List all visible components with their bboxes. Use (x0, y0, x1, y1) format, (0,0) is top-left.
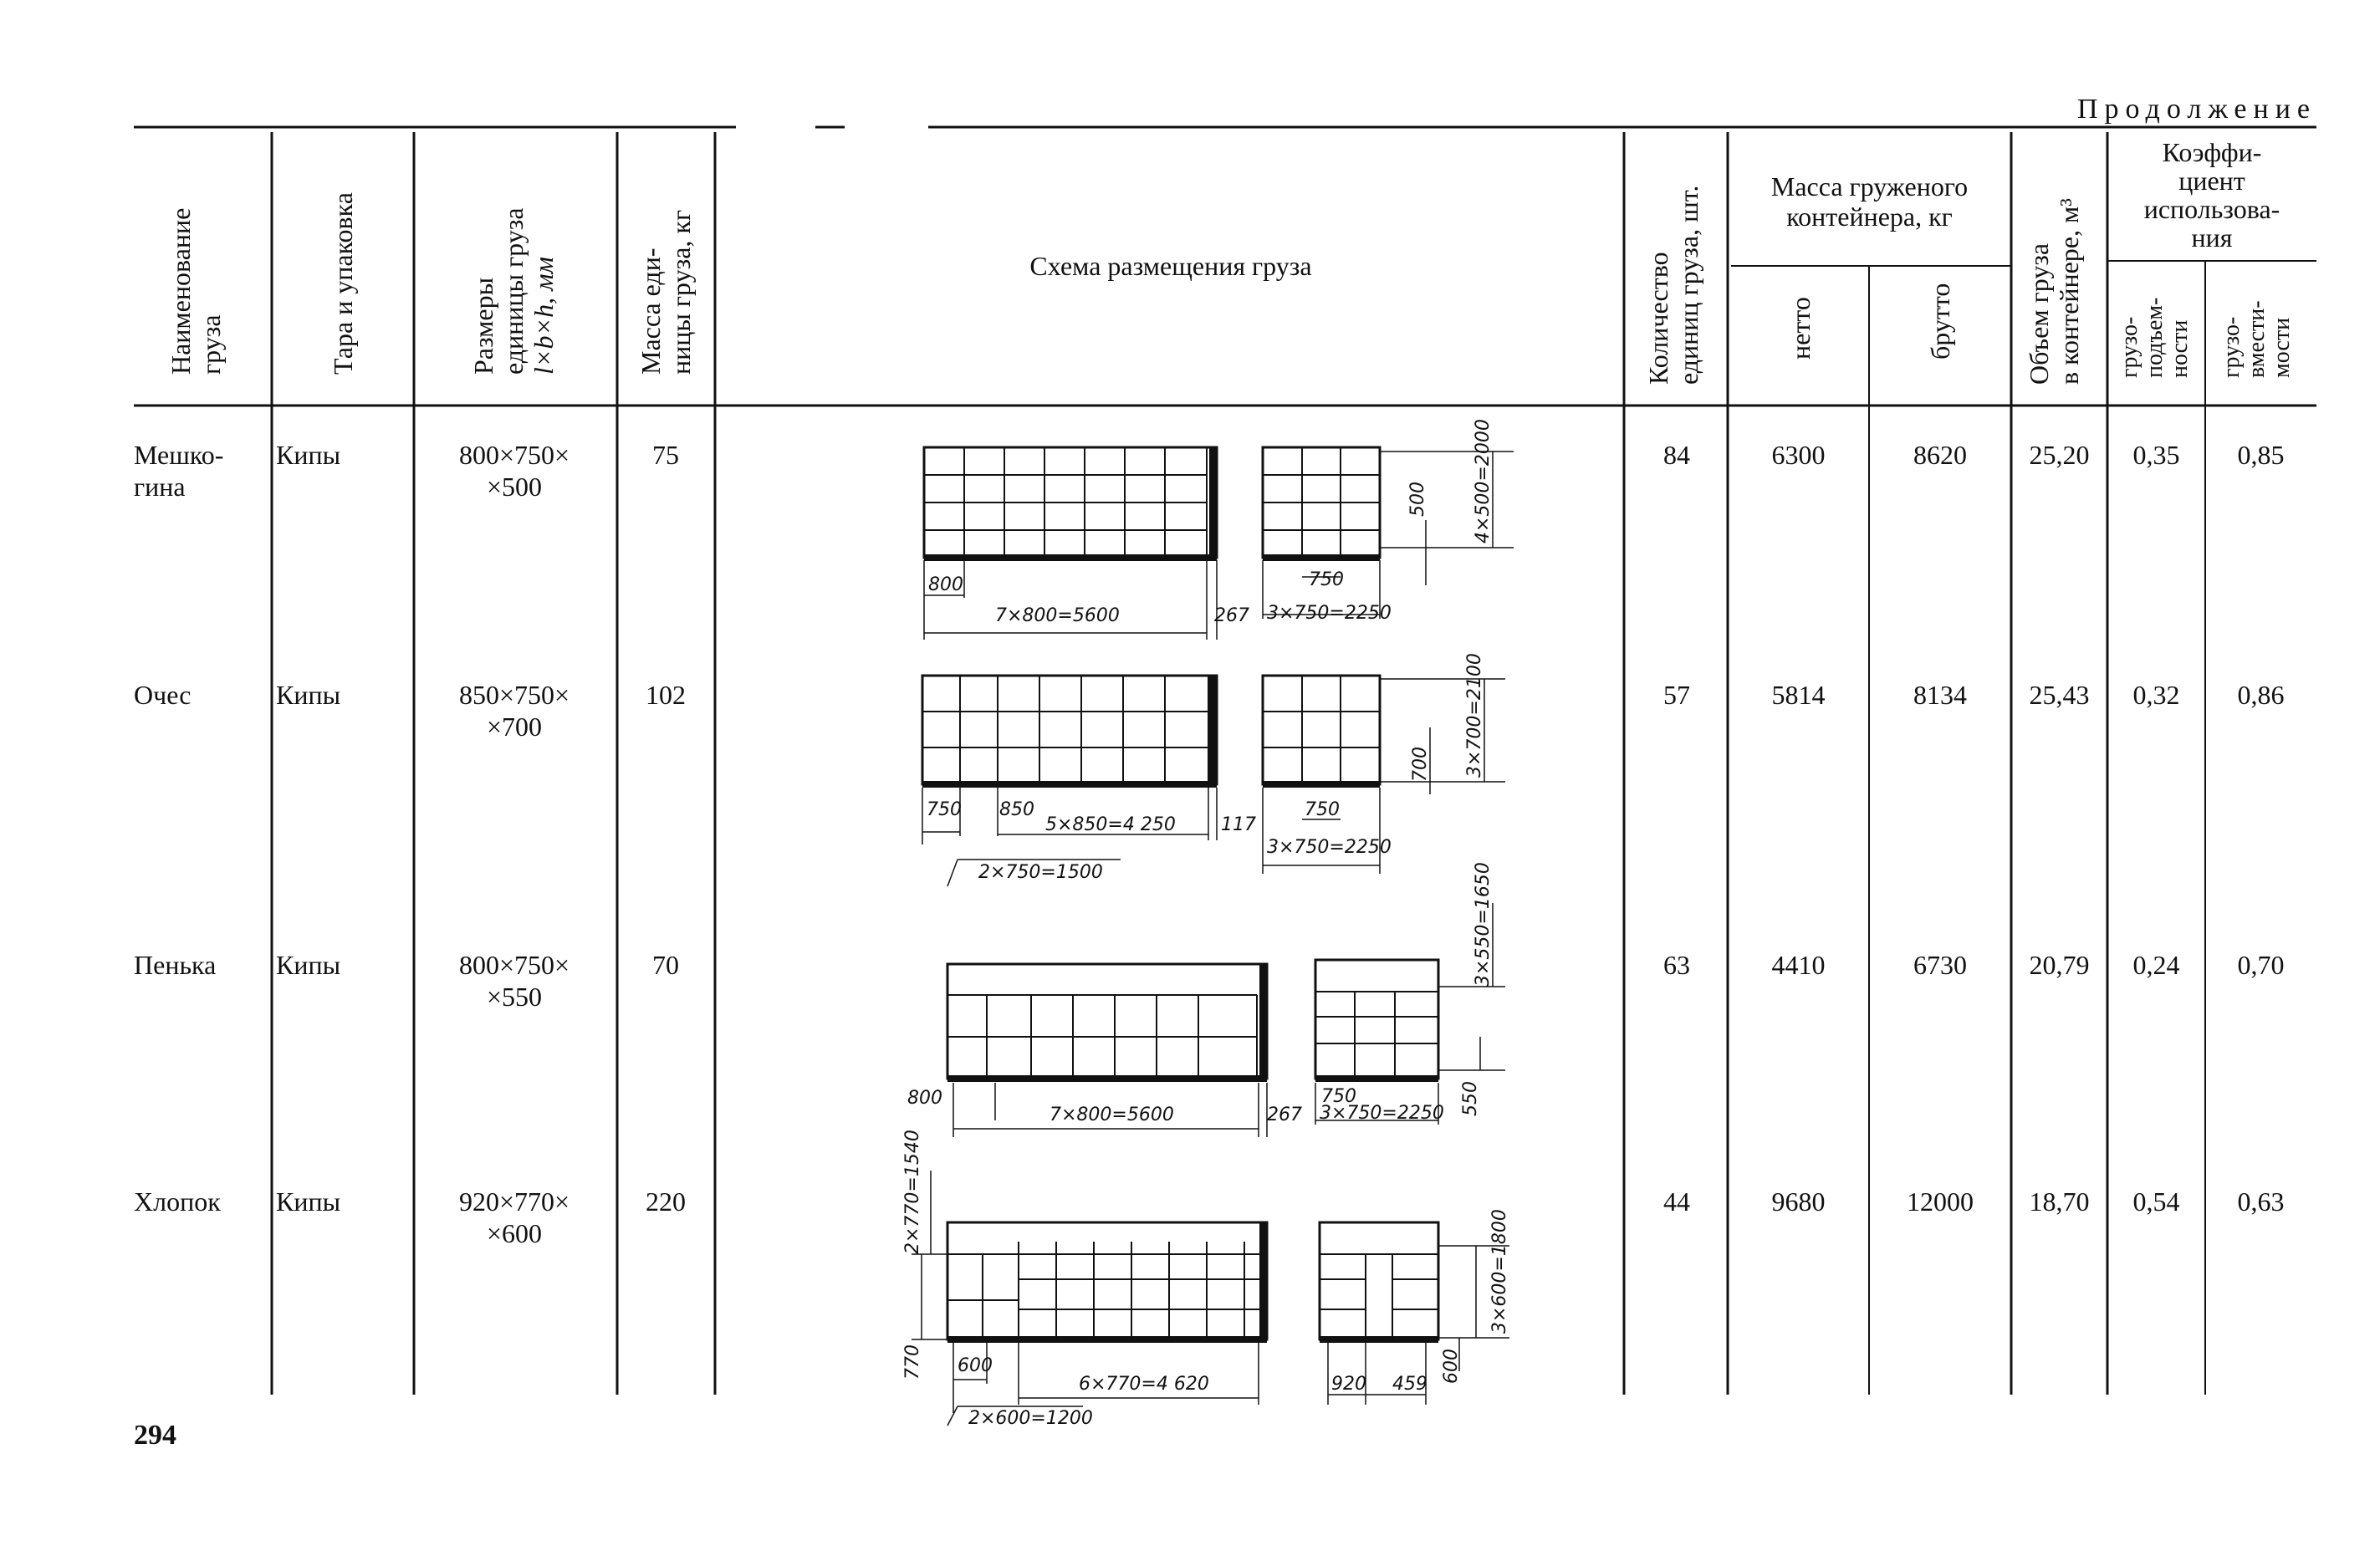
dim-label: 3×550=1650 (1473, 862, 1494, 987)
page-number: 294 (134, 1420, 176, 1451)
cell-packaging: Кипы (276, 1186, 341, 1217)
dim-label: 750 (1321, 1086, 1356, 1107)
dim-label: 800 (907, 1088, 942, 1109)
cell-quantity: 63 (1663, 950, 1690, 980)
header-coef-cap: грузо- вмести- мости (2219, 300, 2295, 378)
cell-quantity: 44 (1663, 1186, 1690, 1217)
dim-label: 4×500=2000 (1473, 419, 1494, 543)
cell-brutto: 8134 (1913, 680, 1967, 710)
dim-label: 3×750=2250 (1267, 603, 1392, 624)
cell-coef-load: 0,24 (2132, 950, 2180, 980)
cell-netto: 9680 (1771, 1186, 1826, 1217)
dim-label: 459 (1392, 1374, 1427, 1395)
cell-unit-mass: 70 (652, 950, 679, 980)
dim-label: 2×770=1540 (902, 1130, 923, 1254)
header-scheme: Схема размещения груза (1029, 251, 1312, 281)
dim-label: 920 (1331, 1374, 1366, 1395)
cell-name: Пенька (134, 950, 217, 980)
cell-quantity: 84 (1663, 440, 1690, 470)
cell-coef-load: 0,35 (2132, 440, 2180, 470)
cell-packaging: Кипы (276, 680, 341, 710)
cell-netto: 6300 (1771, 440, 1826, 470)
cell-dims: 800×750× ×500 (458, 440, 570, 502)
dim-label: 3×750=2250 (1320, 1103, 1444, 1124)
dim-label: 7×800=5600 (1050, 1105, 1174, 1125)
header-quantity: Количество единиц груза, шт. (1643, 185, 1703, 385)
scheme-2-side-view (922, 676, 1217, 886)
header-netto: нетто (1785, 297, 1816, 360)
cell-packaging: Кипы (276, 440, 341, 470)
header-unit-mass: Масса еди- ницы груза, кг (636, 209, 696, 375)
cell-volume: 25,43 (2029, 680, 2090, 710)
cell-dims: 920×770× ×600 (458, 1186, 570, 1248)
cell-coef-cap: 0,63 (2237, 1186, 2285, 1217)
cell-coef-load: 0,32 (2132, 680, 2180, 710)
dim-label: 2×600=1200 (968, 1408, 1093, 1429)
scheme-2-labels (927, 653, 1485, 883)
header-coef-load: грузо- подъем- ности (2117, 297, 2193, 378)
dim-label: 600 (1441, 1349, 1462, 1384)
dim-label: 750 (927, 799, 962, 820)
dim-label: 3×600=1800 (1489, 1209, 1510, 1334)
dim-label: 3×750=2250 (1267, 837, 1392, 858)
cell-brutto: 6730 (1913, 950, 1967, 980)
cell-unit-mass: 220 (646, 1186, 686, 1217)
header-volume: Объем груза в контейнере, м³ (2024, 198, 2084, 385)
dim-label: 267 (1267, 1105, 1302, 1125)
cell-brutto: 8620 (1913, 440, 1967, 470)
cell-quantity: 57 (1663, 680, 1690, 710)
cell-name: Хлопок (134, 1186, 221, 1217)
header-dims: Размеры единицы груза l×b×h, мм (468, 207, 559, 375)
dim-label: 2×750=1500 (978, 862, 1103, 883)
dim-label: 500 (1407, 482, 1428, 517)
dim-label: 117 (1221, 814, 1256, 835)
header-container-mass: Масса груженого контейнера, кг (1770, 171, 1969, 232)
continuation-label: Продолжение (2076, 94, 2316, 125)
cell-packaging: Кипы (276, 950, 341, 980)
cell-coef-cap: 0,70 (2237, 950, 2285, 980)
cell-coef-cap: 0,85 (2237, 440, 2285, 470)
header-packaging: Тара и упаковка (328, 192, 358, 375)
dim-label: 6×770=4 620 (1079, 1374, 1209, 1395)
cell-volume: 20,79 (2029, 950, 2090, 980)
cell-coef-cap: 0,86 (2237, 680, 2285, 710)
cell-name: Очес (134, 680, 192, 710)
dim-label: 770 (902, 1344, 923, 1380)
cell-dims: 800×750× ×550 (458, 950, 570, 1012)
header-name: Наименование груза (166, 207, 226, 375)
dim-label: 800 (928, 574, 963, 595)
cell-netto: 5814 (1771, 680, 1826, 710)
dim-label: 750 (1305, 799, 1340, 820)
dim-label: 3×700=2100 (1464, 653, 1485, 778)
header-coefficient: Коэффи- циент использова- ния (2143, 137, 2280, 253)
cell-volume: 25,20 (2029, 440, 2090, 470)
cell-name: Мешко- гина (134, 440, 224, 502)
cell-dims: 850×750× ×700 (458, 680, 570, 742)
header-brutto: брутто (1925, 283, 1955, 360)
cell-unit-mass: 75 (652, 440, 679, 470)
dim-label: 550 (1460, 1081, 1481, 1116)
dim-label: 5×850=4 250 (1045, 814, 1176, 835)
cell-volume: 18,70 (2029, 1186, 2090, 1217)
dim-label: 700 (1410, 747, 1431, 782)
dim-label: 850 (999, 799, 1034, 820)
cell-netto: 4410 (1771, 950, 1826, 980)
dim-label: 600 (958, 1355, 993, 1376)
dim-label: 267 (1214, 605, 1249, 626)
dim-label: 750 (1309, 569, 1344, 590)
cell-unit-mass: 102 (646, 680, 686, 710)
cell-coef-load: 0,54 (2132, 1186, 2180, 1217)
cell-brutto: 12000 (1907, 1186, 1974, 1217)
dim-label: 7×800=5600 (995, 605, 1120, 626)
